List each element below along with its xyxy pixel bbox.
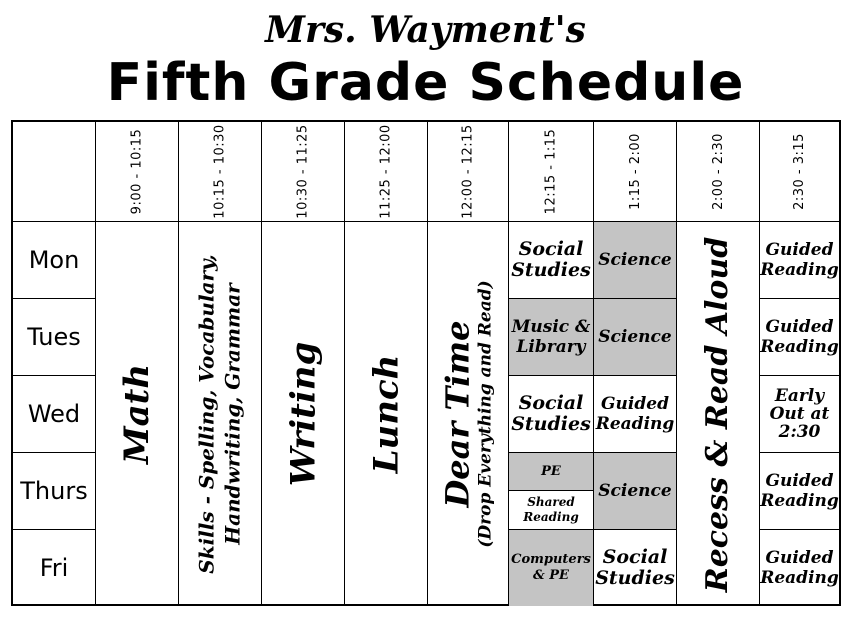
corner-cell: [13, 122, 96, 222]
time-header: [96, 122, 179, 222]
math-block: Math: [96, 222, 179, 606]
tues-music-library: Music & Library: [509, 299, 594, 376]
thurs-pe: PE: [509, 453, 594, 491]
fri-guided-reading: Guided Reading: [760, 548, 839, 588]
schedule-subtitle: Mrs. Wayment's: [265, 9, 586, 51]
recess-read-aloud-block: Recess & Read Aloud: [677, 222, 760, 606]
time-header: [262, 122, 345, 222]
thurs-shared-reading: Shared Reading: [509, 491, 594, 530]
mon-guided-reading: Guided Reading: [760, 222, 839, 299]
time-label: 10:30 - 11:25: [295, 124, 311, 219]
time-header: [345, 122, 428, 222]
dear-time-title: Dear Time: [439, 320, 477, 508]
fri-computers-pe: Computers & PE: [509, 530, 594, 606]
mon-science: Science: [594, 222, 677, 299]
mon-social-studies: Social Studies: [509, 222, 594, 299]
skills-line-1: Skills - Spelling, Vocabulary,: [195, 254, 219, 574]
time-header: [760, 122, 839, 222]
schedule-grid: [11, 120, 841, 606]
writing-block: Writing: [262, 222, 345, 606]
time-label: 1:15 - 2:00: [627, 133, 643, 210]
thurs-guided-reading: Guided Reading: [760, 453, 839, 530]
time-header: [677, 122, 760, 222]
tues-science: Science: [594, 299, 677, 376]
time-header: [179, 122, 262, 222]
time-header: [594, 122, 677, 222]
time-label: 9:00 - 10:15: [129, 128, 145, 215]
day-label-fri: Fri: [13, 530, 96, 606]
day-label-wed: Wed: [13, 376, 96, 453]
day-label-mon: Mon: [13, 222, 96, 299]
time-label: 12:00 - 12:15: [460, 124, 476, 219]
schedule-title: Fifth Grade Schedule: [106, 53, 745, 113]
day-label-tues: Tues: [13, 299, 96, 376]
tues-guided-reading: Guided Reading: [760, 299, 839, 376]
time-header: [509, 122, 594, 222]
thurs-science: Science: [594, 453, 677, 530]
wed-early-out: Early Out at 2:30: [760, 376, 839, 453]
time-label: 2:30 - 3:15: [792, 133, 807, 210]
time-header: [428, 122, 509, 222]
lunch-block: Lunch: [345, 222, 428, 606]
skills-line-2: Handwriting, Grammar: [221, 283, 245, 545]
time-label: 11:25 - 12:00: [378, 124, 394, 219]
wed-guided-reading: Guided Reading: [594, 376, 677, 453]
time-label: 10:15 - 10:30: [212, 124, 228, 219]
time-label: 12:15 - 1:15: [543, 128, 559, 215]
time-label: 2:00 - 2:30: [710, 133, 726, 210]
dear-time-subtitle: (Drop Everything and Read): [476, 280, 496, 548]
wed-social-studies: Social Studies: [509, 376, 594, 453]
day-label-thurs: Thurs: [13, 453, 96, 530]
fri-social-studies: Social Studies: [594, 530, 677, 606]
dear-time-block: [428, 222, 509, 606]
skills-block: [179, 222, 262, 606]
